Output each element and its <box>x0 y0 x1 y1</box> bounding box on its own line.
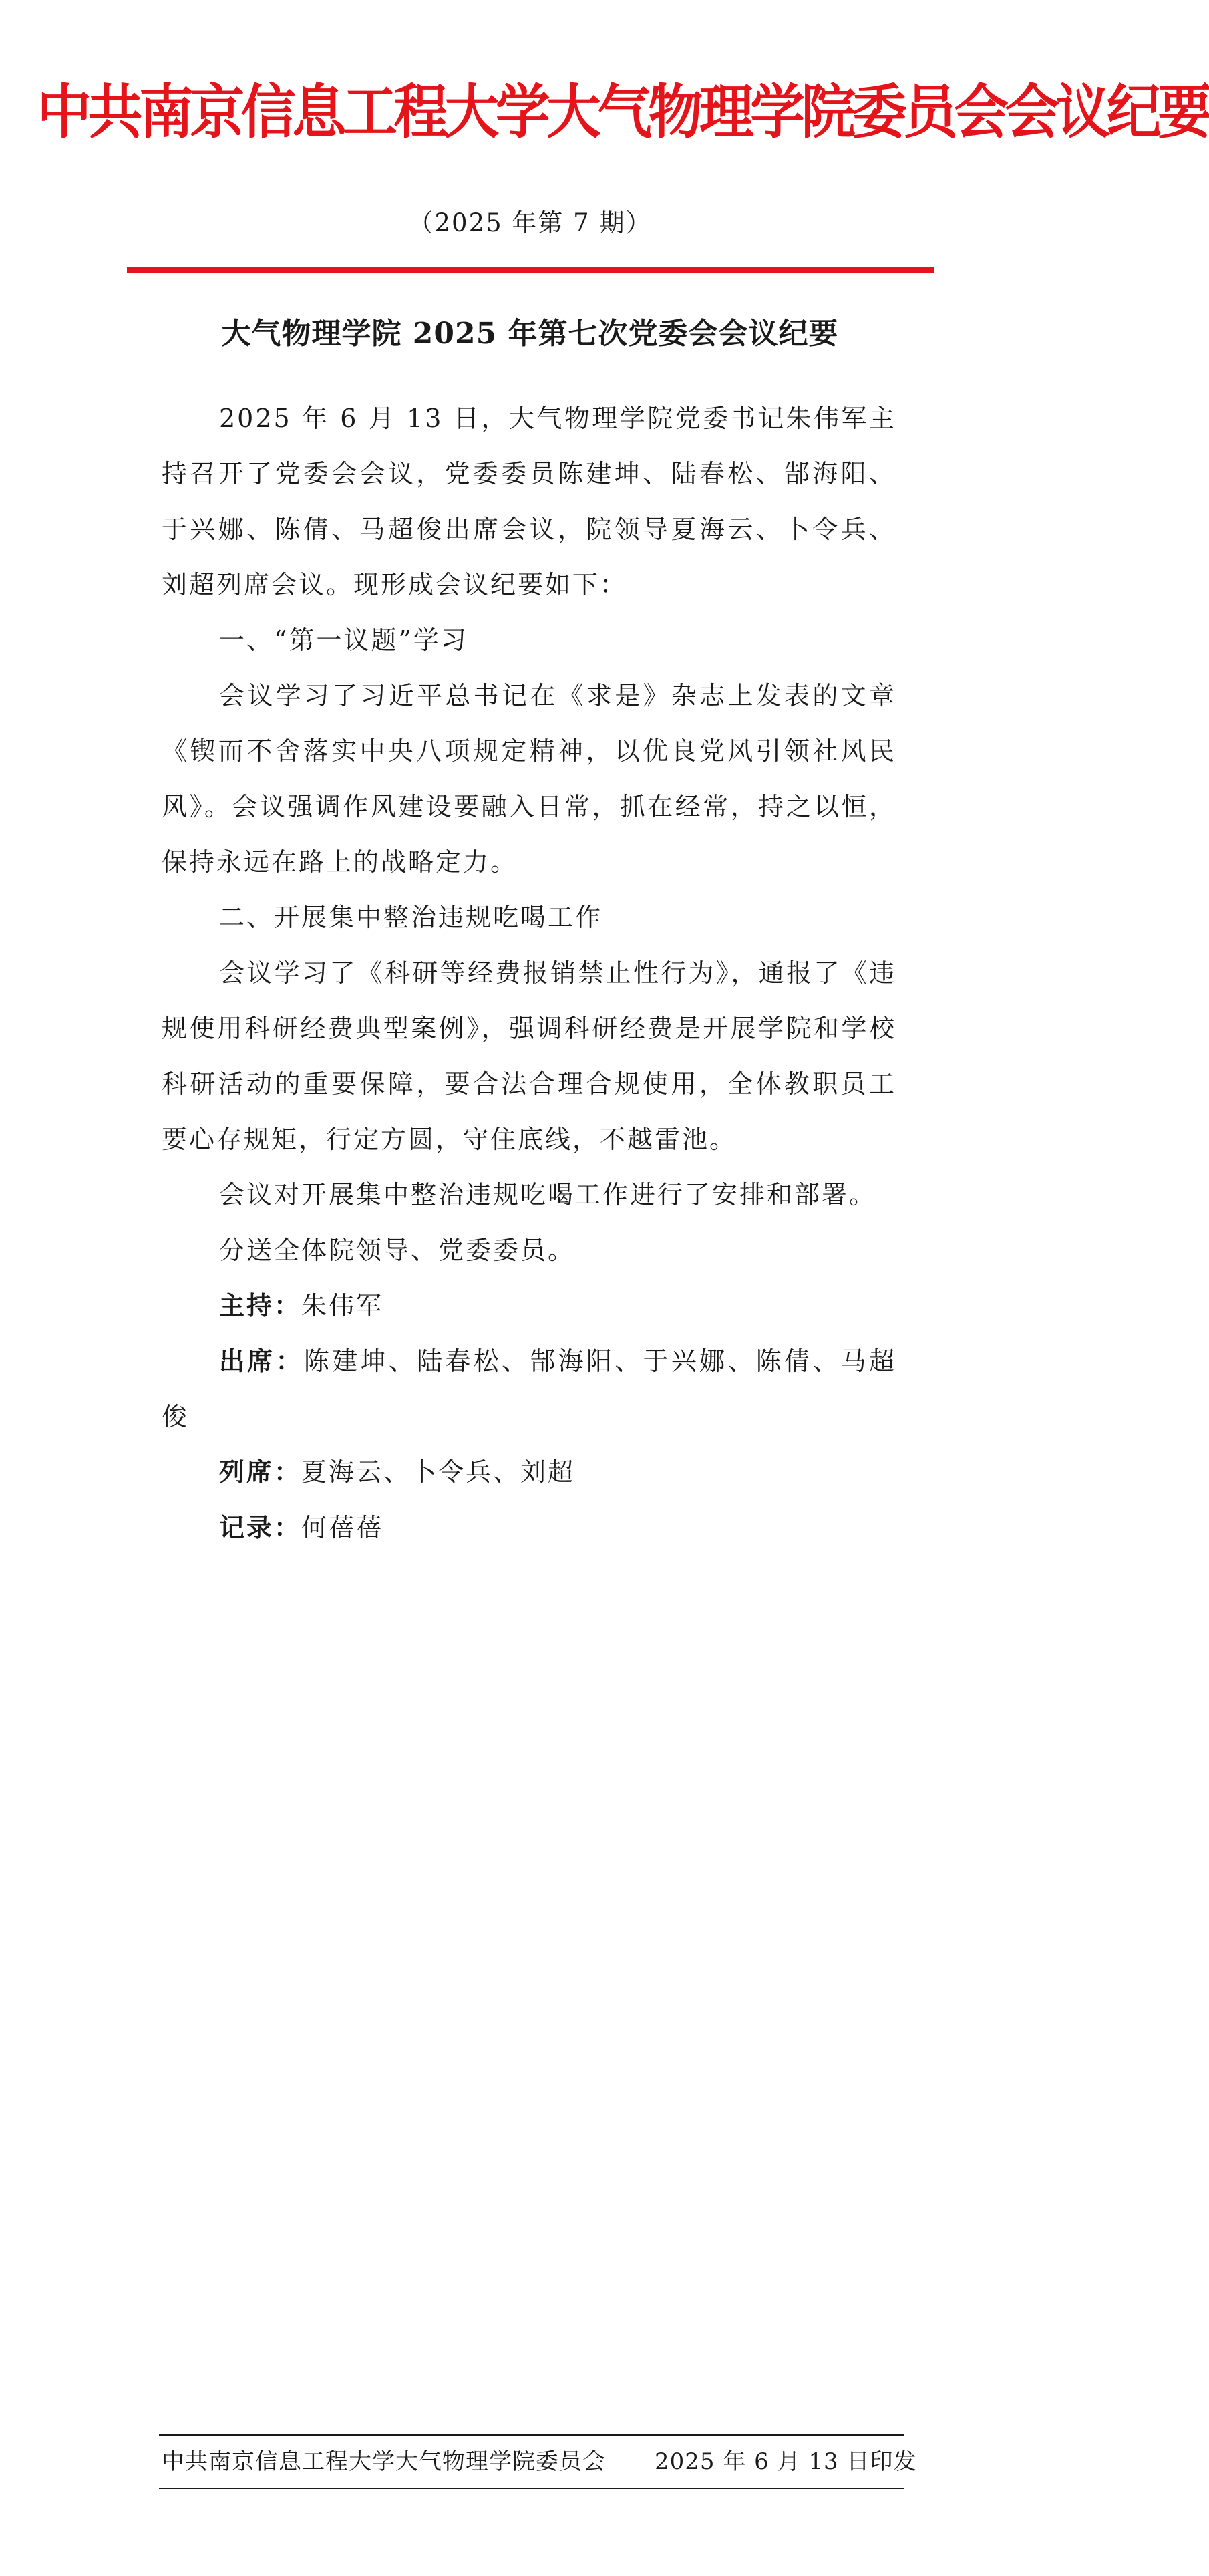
section-body-1: 会议学习了习近平总书记在《求是》杂志上发表的文章《锲而不舍落实中央八项规定精神，以优良党风引领社风民风》。会议强调作风建设要融入日常，抓在经常，持之以恒，保持永远在路上的战略定力。 <box>162 681 896 877</box>
host-line <box>162 1278 896 1334</box>
document-body <box>162 391 896 1556</box>
masthead-title: 中共南京信息工程大学大气物理学院委员会会议纪要 <box>37 78 1209 146</box>
section-body-2: 会议学习了《科研等经费报销禁止性行为》，通报了《违规使用科研经费典型案例》，强调科研经费是开展学院和学校科研活动的重要保障，要合法合理合规使用，全体教职员工要心存规矩，行定方圆，守住底线，不越雷池。 <box>162 958 896 1154</box>
present-line <box>162 1334 896 1445</box>
section-heading-2: 二、开展集中整治违规吃喝工作 <box>219 903 603 932</box>
issue-number: （2025 年第 7 期） <box>408 208 652 237</box>
host-value: 朱伟军 <box>301 1291 384 1320</box>
section-heading-1: 一、“第一议题”学习 <box>219 625 468 655</box>
intro-paragraph: 2025 年 6 月 13 日，大气物理学院党委书记朱伟军主持召开了党委会会议，党委委员陈建坤、陆春松、郜海阳、于兴娜、陈倩、马超俊出席会议，院领导夏海云、卜令兵、刘超列席会议。现形成会议纪要如下： <box>162 404 896 599</box>
section-body-2b: 会议对开展集中整治违规吃喝工作进行了安排和部署。 <box>219 1180 877 1209</box>
host-label: 主持： <box>219 1291 302 1320</box>
footer-print-date: 2025 年 6 月 13 日印发 <box>655 2448 917 2475</box>
recorder-value: 何蓓蓓 <box>301 1513 384 1542</box>
footer-divider-top <box>159 2434 904 2436</box>
present-label: 出席： <box>219 1346 304 1376</box>
distribution-line: 分送全体院领导、党委委员。 <box>219 1236 576 1265</box>
attending-value: 夏海云、卜令兵、刘超 <box>301 1457 576 1487</box>
attending-label: 列席： <box>219 1457 302 1487</box>
attending-line <box>162 1445 896 1500</box>
document-title: 大气物理学院 2025 年第七次党委会会议纪要 <box>221 317 839 351</box>
recorder-label: 记录： <box>219 1513 302 1542</box>
recorder-line <box>162 1500 896 1556</box>
footer-divider-bottom <box>159 2488 904 2489</box>
red-divider <box>127 267 934 273</box>
footer-issuer: 中共南京信息工程大学大气物理学院委员会 <box>162 2448 606 2475</box>
present-value: 陈建坤、陆春松、郜海阳、于兴娜、陈倩、马超俊 <box>162 1346 896 1431</box>
